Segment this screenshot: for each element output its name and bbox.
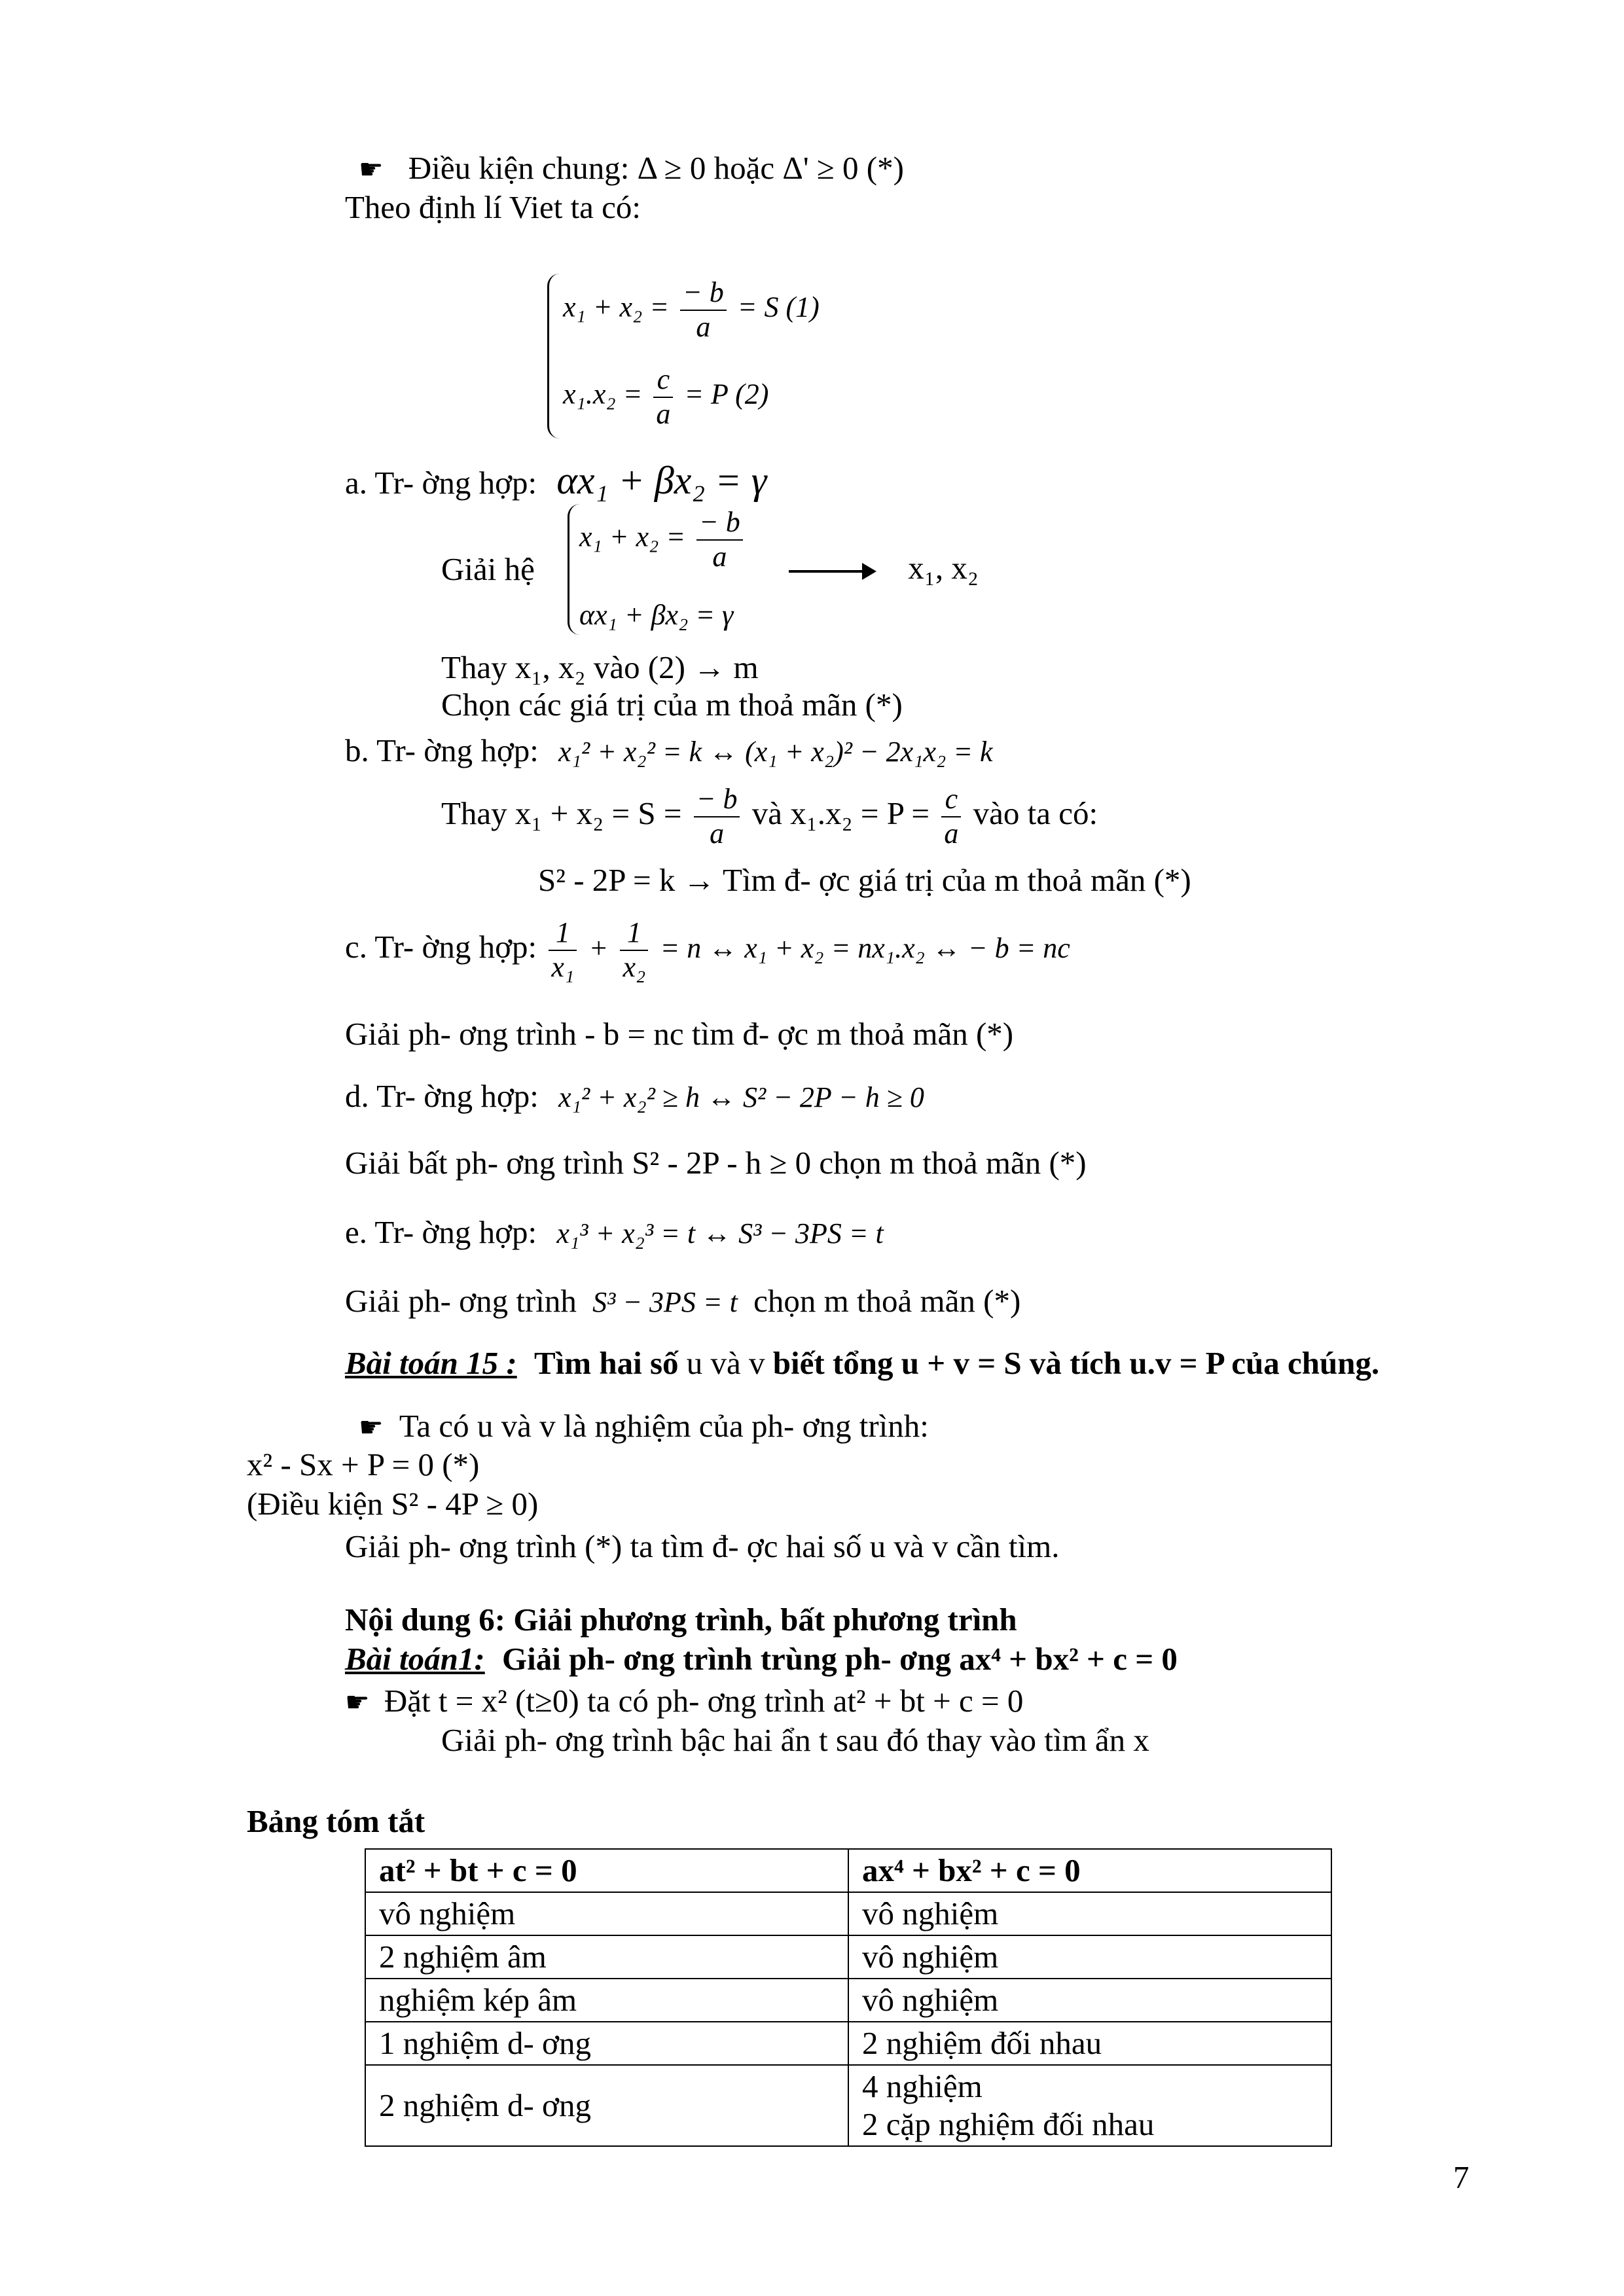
case-a-line: [345, 461, 767, 500]
case-d-equation: x₁² + x₂² ≥ h ↔ S² − 2P − h ≥ 0: [558, 1081, 924, 1113]
case-a-equation: αx₁ + βx₂ = γ: [556, 459, 767, 502]
system2-row2: αx₁ + βx₂ = γ: [579, 599, 734, 631]
case-e-line: [345, 1216, 884, 1248]
system2-result-text: x₁, x₂: [908, 550, 979, 586]
table-cell: 1 nghiệm d- ơng: [365, 2022, 848, 2065]
viet-sum-row: [563, 276, 820, 344]
system2-row1-lhs: x₁ + x₂ =: [579, 520, 686, 553]
viet-product-den: a: [656, 397, 671, 430]
viet-product-rhs: = P (2): [684, 378, 769, 410]
problem-1-step2: Giải ph- ơng trình bậc hai ẩn t sau đó thay vào tìm ẩn x: [441, 1722, 1149, 1758]
system-brace: [547, 274, 560, 439]
case-b-sub-text1: Thay x₁ + x₂ = S =: [441, 795, 682, 831]
problem-15-step2: Giải ph- ơng trình (*) ta tìm đ- ợc hai số u và v cần tìm.: [345, 1528, 1060, 1564]
case-b-sub-text2: và x₁.x₂ = P =: [751, 795, 930, 831]
viet-product-num: c: [653, 363, 673, 398]
case-b-frac1-den: a: [710, 817, 725, 850]
case-a-step1: Thay x₁, x₂ vào (2) → m: [441, 649, 759, 685]
problem-15-text2: u và v: [686, 1345, 765, 1381]
case-b-frac2-num: c: [941, 783, 961, 817]
section-6-title: Nội dung 6: Giải phương trình, bất phương trình: [345, 1602, 1017, 1638]
case-b-sub-text3: vào ta có:: [973, 795, 1098, 831]
system2-row1-num: − b: [696, 506, 743, 541]
condition-line: [359, 152, 904, 184]
summary-table: [365, 1848, 1332, 2147]
problem-1-step1: [345, 1685, 1023, 1717]
case-b-line: [345, 734, 993, 766]
table-row: [365, 2065, 1331, 2146]
table-cell: vô nghiệm: [365, 1892, 848, 1935]
table-cell: vô nghiệm: [848, 1979, 1331, 2022]
pointing-hand-icon: ☛: [359, 153, 384, 185]
case-e-equation-2: S³ − 3PS = t: [592, 1286, 738, 1318]
problem-1-label: Bài toán1:: [345, 1641, 485, 1677]
right-arrow-icon: [789, 570, 874, 573]
problem-15-step1-text: Ta có u và v là nghiệm của ph- ơng trình:: [399, 1408, 929, 1444]
table-cell: vô nghiệm: [848, 1935, 1331, 1979]
case-b-frac1-num: − b: [694, 783, 740, 817]
viet-product-row: [563, 363, 768, 431]
system2-row1: [579, 506, 747, 573]
system-brace-2: [568, 504, 580, 635]
pointing-hand-icon: ☛: [359, 1411, 384, 1443]
table-cell: 2 nghiệm âm: [365, 1935, 848, 1979]
viet-product-lhs: x₁.x₂ =: [563, 378, 643, 410]
viet-sum-num: − b: [680, 276, 727, 311]
case-a-step2: Chọn các giá trị của m thoả mãn (*): [441, 687, 903, 723]
case-e-label: e. Tr- ờng hợp:: [345, 1214, 537, 1250]
condition-text: Điều kiện chung: Δ ≥ 0 hoặc Δ' ≥ 0 (*): [408, 150, 904, 186]
case-e-text2: chọn m thoả mãn (*): [753, 1283, 1021, 1319]
problem-1-title: [345, 1643, 1178, 1675]
case-d-line: [345, 1080, 924, 1112]
case-c-frac1-num: 1: [549, 916, 577, 951]
case-a-label: a. Tr- ờng hợp:: [345, 465, 537, 501]
table-header-row: [365, 1849, 1331, 1892]
viet-intro: Theo định lí Viet ta có:: [345, 189, 641, 225]
solve-system-label: Giải hệ: [441, 551, 535, 587]
case-c-equation: = n ↔ x₁ + x₂ = nx₁.x₂ ↔ − b = nc: [660, 931, 1070, 964]
system2-result: [782, 552, 979, 584]
case-c-result: Giải ph- ơng trình - b = nc tìm đ- ợc m thoả mãn (*): [345, 1016, 1014, 1052]
case-b-label: b. Tr- ờng hợp:: [345, 732, 539, 768]
table-cell-line: 2 cặp nghiệm đối nhau: [862, 2106, 1155, 2142]
problem-15-label: Bài toán 15 :: [345, 1345, 517, 1381]
problem-1-text: Giải ph- ơng trình trùng ph- ơng ax⁴ + bx² + c = 0: [501, 1641, 1178, 1677]
case-b-substitute: [441, 783, 1098, 850]
table-cell: vô nghiệm: [848, 1892, 1331, 1935]
summary-table-title: Bảng tóm tắt: [247, 1803, 425, 1839]
problem-15-equation: x² - Sx + P = 0 (*): [247, 1446, 480, 1482]
table-row: [365, 1892, 1331, 1935]
table-cell: 2 nghiệm đối nhau: [848, 2022, 1331, 2065]
viet-sum-den: a: [696, 310, 711, 343]
table-cell: nghiệm kép âm: [365, 1979, 848, 2022]
table-header-cell: at² + bt + c = 0: [365, 1849, 848, 1892]
table-cell: [848, 2065, 1331, 2146]
case-b-frac2-den: a: [944, 817, 959, 850]
problem-15-text3: biết tổng u + v = S và tích u.v = P của chúng.: [772, 1345, 1380, 1381]
pointing-hand-icon: ☛: [345, 1686, 370, 1718]
case-c-line: c. Tr- ờng hợp: $\frac{1}{\text{x₁}}$ + $\frac{1}{\text{x₂}}$ = n ↔ x₁ + x₂ = nx₁.x₂ ↔ − b = nc: [345, 916, 1070, 983]
viet-sum-lhs: x₁ + x₂ =: [563, 291, 670, 323]
case-d-label: d. Tr- ờng hợp:: [345, 1078, 539, 1114]
case-b-equation: x₁² + x₂² = k ↔ (x₁ + x₂)² − 2x₁x₂ = k: [558, 736, 993, 768]
problem-15-title: [345, 1347, 1379, 1379]
table-row: [365, 1935, 1331, 1979]
table-row: [365, 1979, 1331, 2022]
problem-15-text1: Tìm hai số: [533, 1345, 679, 1381]
system2-row1-den: a: [712, 540, 727, 573]
case-c-frac1-den: x₁: [551, 950, 575, 983]
case-d-result: Giải bất ph- ơng trình S² - 2P - h ≥ 0 chọn m thoả mãn (*): [345, 1145, 1087, 1181]
case-b-result: S² - 2P = k → Tìm đ- ợc giá trị của m thoả mãn (*): [538, 862, 1191, 898]
case-e-equation: x₁³ + x₂³ = t ↔ S³ − 3PS = t: [556, 1217, 884, 1249]
table-cell: 2 nghiệm d- ơng: [365, 2065, 848, 2146]
problem-1-step1-text: Đặt t = x² (t≥0) ta có ph- ơng trình at² + bt + c = 0: [384, 1683, 1024, 1719]
problem-15-condition: (Điều kiện S² - 4P ≥ 0): [247, 1486, 539, 1522]
case-c-label: c. Tr- ờng hợp:: [345, 928, 537, 965]
problem-15-step1: [359, 1410, 929, 1442]
case-e-text1: Giải ph- ơng trình: [345, 1283, 577, 1319]
case-c-frac2-num: 1: [620, 916, 648, 951]
table-header-cell: ax⁴ + bx² + c = 0: [848, 1849, 1331, 1892]
case-c-frac2-den: x₂: [623, 950, 646, 983]
table-row: [365, 2022, 1331, 2065]
viet-sum-rhs: = S (1): [737, 291, 820, 323]
case-e-result: [345, 1285, 1020, 1317]
table-cell-line: 4 nghiệm: [862, 2068, 983, 2104]
page-number: 7: [1453, 2159, 1470, 2195]
